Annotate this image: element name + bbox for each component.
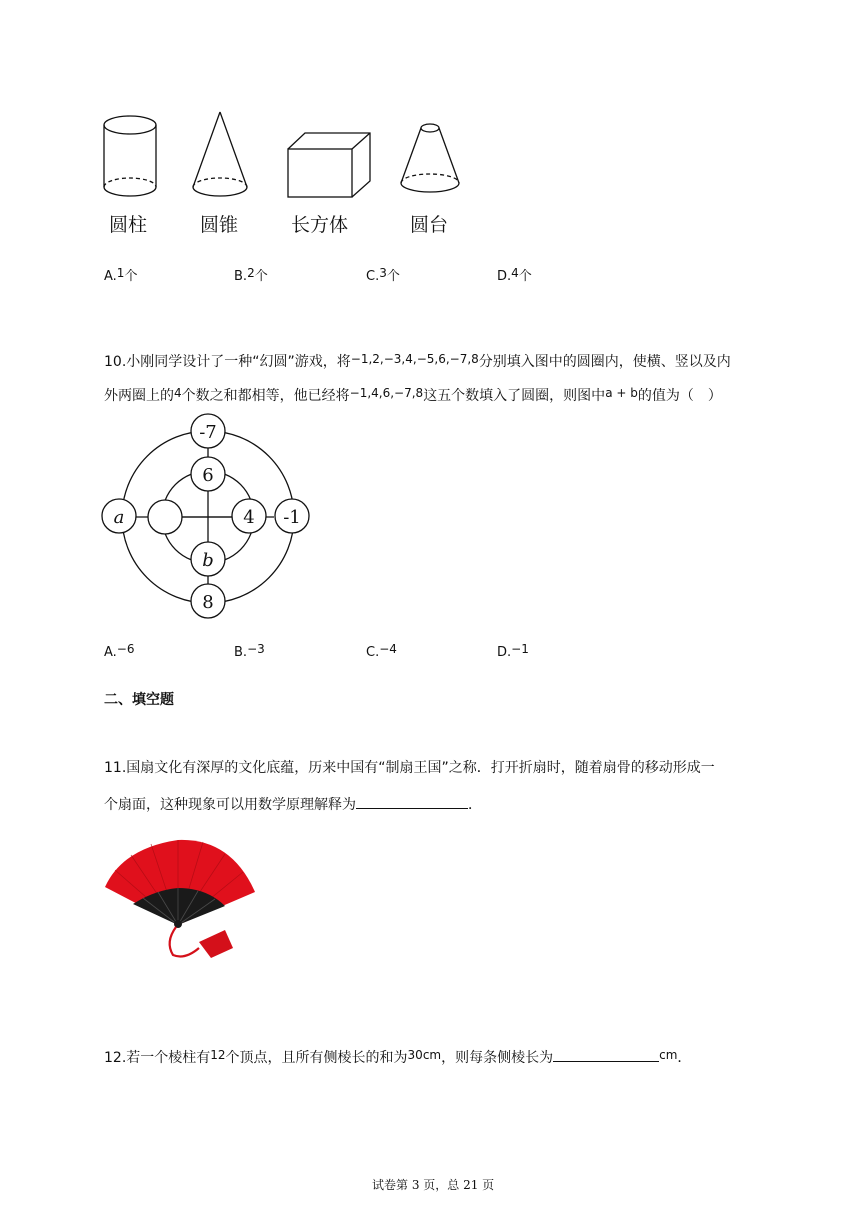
q10-line2: 外两圈上的4个数之和都相等，他已经将−1,4,6,−7,8这五个数填入了圆圈，则图中a + b的值为（ ） (104, 386, 722, 404)
q9-option-b[interactable]: B.2个 (234, 266, 268, 284)
folding-fan-image (103, 830, 258, 983)
q12-line: 12.若一个棱柱有12个顶点，且所有侧棱长的和为30cm，则每条侧棱长为 cm． (104, 1045, 691, 1068)
node-bottom-label: 8 (202, 592, 214, 613)
node-inner-top-label: 6 (202, 465, 214, 486)
q10-option-d[interactable]: D.−1 (497, 642, 529, 660)
q11-line1: 11.国扇文化有深厚的文化底蕴，历来中国有“制扇王国”之称．打开折扇时，随着扇骨的移动形成一 (104, 760, 715, 776)
q11-answer-blank[interactable] (356, 792, 468, 809)
page-footer: 试卷第 3 页，总 21 页 (372, 1178, 495, 1192)
frustum-caption: 圆台 (410, 214, 449, 236)
solid-shapes-figure (95, 105, 475, 210)
q9-option-d[interactable]: D.4个 (497, 266, 532, 284)
node-top-label: -7 (199, 422, 217, 443)
cylinder-caption: 圆柱 (109, 214, 148, 236)
q10-option-b[interactable]: B.−3 (234, 642, 265, 660)
cone-shape (193, 112, 247, 196)
q9-option-a[interactable]: A.1个 (104, 266, 138, 284)
node-inner-right-label: 4 (243, 507, 255, 528)
q9-option-c[interactable]: C.3个 (366, 266, 400, 284)
q10-option-a[interactable]: A.−6 (104, 642, 135, 660)
section-title: 二、填空题 (104, 692, 174, 708)
magic-circle-diagram (100, 412, 312, 620)
cone-caption: 圆锥 (200, 214, 239, 236)
node-inner-bottom-label: b (202, 550, 214, 571)
frustum-shape (401, 124, 459, 192)
q10-line1: 10.小刚同学设计了一种“幻圆”游戏，将−1,2,−3,4,−5,6,−7,8分别填入图中的圆圈内，使横、竖以及内 (104, 352, 731, 370)
cuboid-shape (288, 133, 370, 197)
node-inner-left (148, 500, 182, 534)
q11-line2: 个扇面，这种现象可以用数学原理解释为 ． (104, 792, 482, 815)
q12-answer-blank[interactable] (553, 1045, 659, 1062)
node-left-label: a (113, 507, 125, 528)
cylinder-shape (104, 116, 156, 196)
cuboid-caption: 长方体 (291, 214, 349, 236)
q10-option-c[interactable]: C.−4 (366, 642, 397, 660)
node-right-label: -1 (283, 507, 301, 528)
